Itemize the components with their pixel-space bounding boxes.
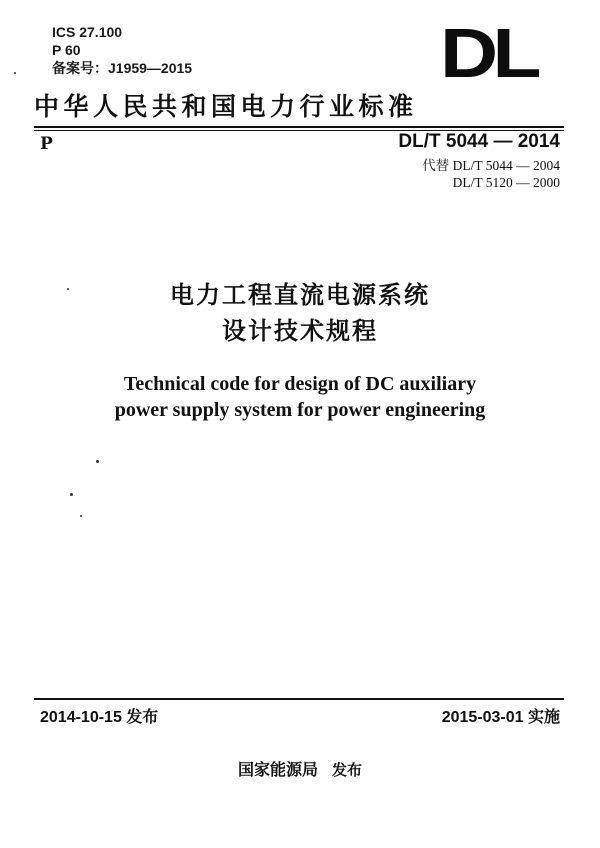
effective-date: 2015-03-01 实施	[441, 709, 560, 726]
filing-number: 备案号：J1959—2015	[52, 60, 193, 76]
replaces-line-2: DL/T 5120 — 2000	[452, 175, 560, 190]
issuer-title: 中华人民共和国电力行业标准	[34, 92, 418, 121]
title-cn-line-2: 设计技术规程	[222, 317, 378, 345]
issue-date: 2014-10-15 发布	[40, 709, 159, 726]
publisher-line	[0, 757, 600, 780]
ics-code: ICS 27.100	[52, 24, 123, 40]
standard-number: DL/T 5044 — 2014	[398, 131, 560, 152]
scan-speck	[80, 515, 82, 517]
replaces-line-1: 代替 DL/T 5044 — 2004	[422, 158, 560, 173]
title-cn-line-1: 电力工程直流电源系统	[170, 281, 430, 309]
dl-logo: DL	[440, 14, 536, 92]
header-rule-top	[34, 126, 564, 128]
publisher-action: 发布	[332, 761, 363, 779]
title-en-line-2: power supply system for power engineering	[114, 399, 486, 421]
category-letter: P	[40, 134, 53, 154]
publisher-name: 国家能源局	[237, 760, 318, 779]
title-en-line-1: Technical code for design of DC auxiliary	[123, 373, 477, 395]
scan-speck	[14, 72, 16, 74]
footer-rule	[34, 698, 564, 700]
scan-speck	[67, 288, 69, 290]
scan-speck	[96, 460, 99, 463]
scan-speck	[70, 493, 73, 496]
category-code: P 60	[52, 42, 81, 58]
